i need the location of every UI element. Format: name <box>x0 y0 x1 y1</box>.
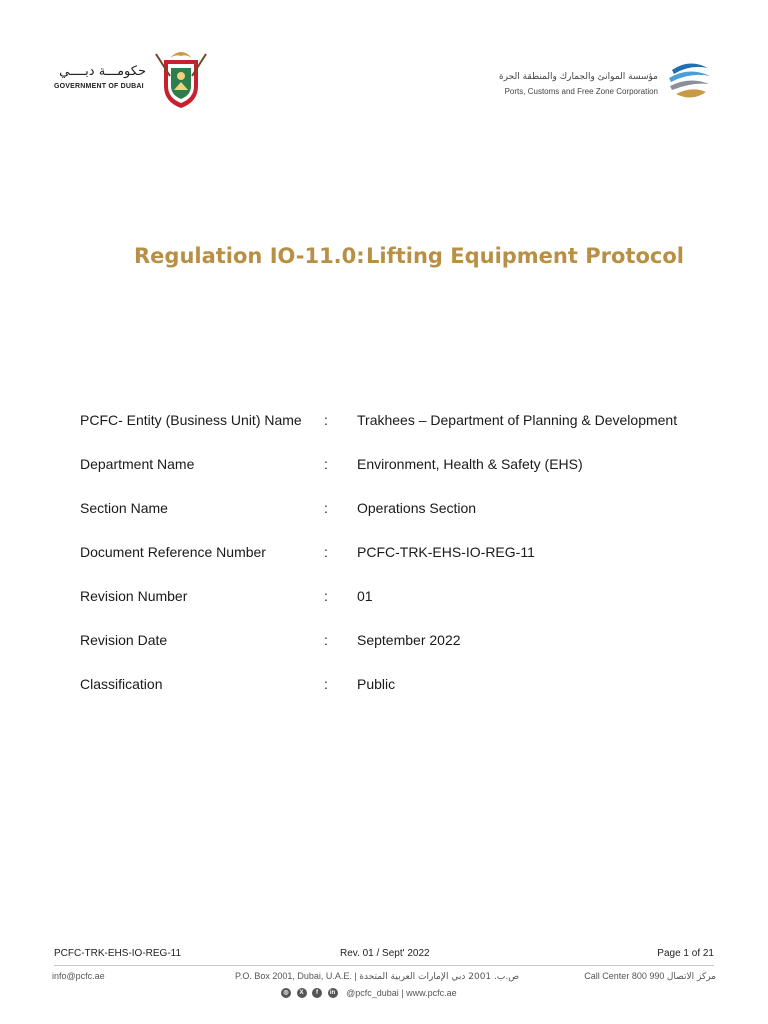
info-row <box>80 586 720 630</box>
info-row <box>80 410 720 454</box>
info-label: Section Name <box>80 500 168 516</box>
footer-call-center-arabic: مركز الاتصال <box>666 972 716 982</box>
page-footer <box>54 948 714 962</box>
dubai-emblem-icon <box>150 46 212 110</box>
footer-call-center-number: Call Center 800 990 <box>584 971 665 981</box>
regulation-number: Regulation IO-11.0: <box>134 244 365 268</box>
gov-logo-arabic: حكومـــة دبــــي <box>59 64 146 79</box>
info-separator: : <box>324 412 328 428</box>
info-label: PCFC- Entity (Business Unit) Name <box>80 412 302 428</box>
info-label: Revision Date <box>80 632 168 648</box>
info-label: Document Reference Number <box>80 544 266 560</box>
info-row <box>80 498 720 542</box>
footer-call-center <box>584 971 716 982</box>
info-value: September 2022 <box>357 632 461 648</box>
info-value: Environment, Health & Safety (EHS) <box>357 456 583 472</box>
info-separator: : <box>324 456 328 472</box>
footer-social <box>281 987 457 1001</box>
instagram-icon[interactable]: ◎ <box>281 988 291 998</box>
footer-address-english: P.O. Box 2001, Dubai, U.A.E. | <box>235 971 357 981</box>
info-row <box>80 674 720 718</box>
info-separator: : <box>324 632 328 648</box>
document-title <box>0 244 768 274</box>
footer-address-arabic: ص.ب. 2001 دبي الإمارات العربية المتحدة <box>359 972 520 982</box>
pcfc-globe-icon <box>666 56 712 102</box>
footer-page-number: Page 1 of 21 <box>657 948 714 959</box>
pcfc-logo-arabic: مؤسسة الموانئ والجمارك والمنطقة الحرة <box>498 72 658 82</box>
regulation-name: Lifting Equipment Protocol <box>366 244 684 268</box>
footer-email-link[interactable]: info@pcfc.ae <box>52 971 105 981</box>
info-row <box>80 454 720 498</box>
info-separator: : <box>324 588 328 604</box>
gov-logo-english: GOVERNMENT OF DUBAI <box>54 83 144 90</box>
footer-social-handle[interactable]: @pcfc_dubai | www.pcfc.ae <box>346 987 457 998</box>
footer-divider <box>54 965 714 966</box>
document-info-table <box>80 410 720 718</box>
footer-revision: Rev. 01 / Sept' 2022 <box>340 948 430 959</box>
pcfc-logo <box>490 56 714 104</box>
info-value: 01 <box>357 588 373 604</box>
footer-doc-ref: PCFC-TRK-EHS-IO-REG-11 <box>54 948 182 959</box>
facebook-icon[interactable]: f <box>312 988 322 998</box>
x-icon[interactable]: X <box>297 988 307 998</box>
info-value: Operations Section <box>357 500 477 516</box>
linkedin-icon[interactable]: in <box>328 988 338 998</box>
info-label: Classification <box>80 676 163 692</box>
info-value: PCFC-TRK-EHS-IO-REG-11 <box>357 544 535 560</box>
government-of-dubai-logo <box>54 46 214 110</box>
info-row <box>80 542 720 586</box>
info-separator: : <box>324 544 328 560</box>
info-value: Trakhees – Department of Planning & Development <box>357 412 678 428</box>
pcfc-logo-english: Ports, Customs and Free Zone Corporation <box>504 87 658 96</box>
info-value: Public <box>357 676 396 692</box>
footer-contact <box>52 971 716 985</box>
info-separator: : <box>324 500 328 516</box>
info-label: Department Name <box>80 456 195 472</box>
info-label: Revision Number <box>80 588 188 604</box>
info-row <box>80 630 720 674</box>
info-separator: : <box>324 676 328 692</box>
footer-address <box>235 971 519 982</box>
